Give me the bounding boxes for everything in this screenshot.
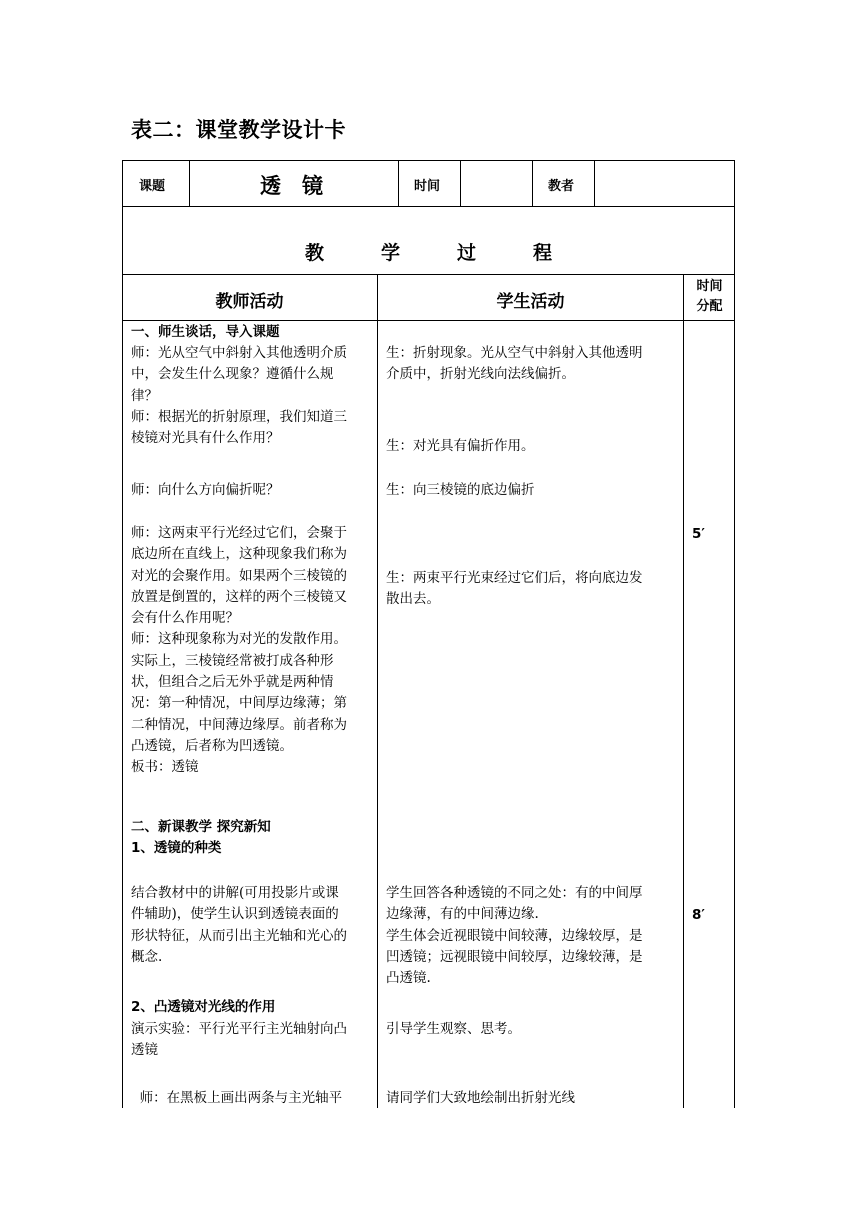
student-block (386, 436, 682, 457)
teacher-line: 状，但组合之后无外乎就是两种情 (131, 674, 334, 691)
teacher-line: 透镜 (131, 1042, 158, 1059)
time-header-line1: 时间 (696, 279, 723, 294)
time-label: 时间 (414, 179, 441, 194)
teacher-block (131, 1088, 375, 1109)
teacher-line: 放置是倒置的，这样的两个三棱镜又 (131, 588, 347, 605)
student-line: 生：向三棱镜的底边偏折 (386, 482, 535, 498)
teacher-block (131, 523, 375, 779)
teacher-line: 底边所在直线上，这种现象我们称为 (131, 546, 347, 563)
teacher-line: 况：第一种情况，中间厚边缘薄；第 (131, 695, 347, 712)
student-line: 生：两束平行光束经过它们后，将向底边发 (386, 570, 643, 586)
teacher-line: 师：光从空气中斜射入其他透明介质 (131, 345, 347, 361)
row-divider (122, 274, 735, 275)
teacher-line: 棱镜对光具有什么作用？ (131, 430, 280, 447)
teacher-line: 师：这两束平行光经过它们，会聚于 (131, 525, 347, 541)
student-activity-column (386, 322, 682, 1108)
teacher-activity-column (131, 322, 375, 1108)
time-allocation-header (684, 277, 735, 317)
student-line: 边缘薄，有的中间薄边缘. (386, 906, 539, 923)
teacher-line: 二种情况，中间薄边缘厚。前者称为 (131, 716, 347, 733)
teacher-label: 教者 (548, 179, 575, 194)
teacher-line: 件辅助)，使学生认识到透镜表面的 (131, 906, 339, 923)
student-block (386, 480, 682, 501)
teacher-line: 二、新课教学 探究新知 (131, 819, 271, 835)
col-divider (377, 274, 378, 1108)
col-divider (460, 160, 461, 206)
teacher-block (131, 883, 375, 968)
teacher-block (131, 817, 375, 860)
teacher-block (131, 1019, 375, 1062)
student-line: 学生回答各种透镜的不同之处：有的中间厚 (386, 885, 643, 901)
student-block (386, 343, 682, 386)
document-title: 表二：课堂教学设计卡 (131, 118, 346, 142)
col-divider (398, 160, 399, 206)
student-line: 生：折射现象。光从空气中斜射入其他透明 (386, 345, 643, 361)
teacher-line: 概念. (131, 948, 163, 965)
student-block (386, 883, 682, 989)
teacher-block (131, 322, 375, 343)
student-block (386, 568, 682, 611)
teacher-block (131, 480, 375, 501)
teacher-line: 凸透镜，后者称为凹透镜。 (131, 737, 293, 754)
teacher-line: 实际上，三棱镜经常被打成各种形 (131, 652, 334, 669)
student-line: 散出去。 (386, 591, 440, 608)
process-title: 教 学 过 程 (304, 242, 552, 264)
teacher-line: 对光的会聚作用。如果两个三棱镜的 (131, 567, 347, 584)
student-line: 学生体会近视眼镜中间较薄，边缘较厚，是 (386, 927, 643, 944)
teacher-line: 一、师生谈话，导入课题 (131, 324, 280, 340)
teacher-block (131, 997, 375, 1018)
time-mark: 8′ (692, 907, 705, 923)
teacher-line: 形状特征，从而引出主光轴和光心的 (131, 927, 347, 944)
teacher-block (131, 343, 375, 449)
student-line: 引导学生观察、思考。 (386, 1021, 521, 1037)
teacher-line: 结合教材中的讲解(可用投影片或课 (131, 885, 339, 901)
teacher-line: 演示实验：平行光平行主光轴射向凸 (131, 1021, 347, 1037)
row-divider (122, 206, 735, 207)
student-activity-header: 学生活动 (496, 292, 565, 312)
student-block (386, 1019, 682, 1040)
student-line: 凸透镜. (386, 970, 431, 987)
student-line: 介质中，折射光线向法线偏折。 (386, 366, 575, 383)
teacher-line: 师：在黑板上画出两条与主光轴平 (131, 1090, 343, 1106)
teacher-line: 律？ (131, 387, 158, 404)
teacher-line: 师：根据光的折射原理，我们知道三 (131, 408, 347, 425)
student-block (386, 1088, 682, 1109)
teacher-line: 2、凸透镜对光线的作用 (131, 999, 276, 1015)
student-line: 请同学们大致地绘制出折射光线 (386, 1090, 575, 1106)
student-line: 凹透镜；远视眼镜中间较厚，边缘较薄，是 (386, 948, 643, 965)
row-divider (122, 320, 735, 321)
col-divider (189, 160, 190, 206)
teacher-line: 板书：透镜 (131, 759, 199, 776)
time-header-line2: 分配 (696, 299, 723, 314)
teacher-line: 1、透镜的种类 (131, 840, 222, 857)
topic-label: 课题 (139, 179, 166, 194)
col-divider (532, 160, 533, 206)
col-divider (683, 274, 684, 1108)
student-line: 生：对光具有偏折作用。 (386, 438, 535, 454)
topic-value: 透 镜 (260, 174, 323, 198)
teacher-line: 师：向什么方向偏折呢？ (131, 482, 280, 498)
col-divider (594, 160, 595, 206)
teacher-line: 会有什么作用呢？ (131, 610, 239, 627)
time-mark: 5′ (692, 526, 705, 542)
teacher-line: 中，会发生什么现象？遵循什么规 (131, 366, 334, 383)
teacher-line: 师：这种现象称为对光的发散作用。 (131, 631, 347, 648)
teacher-activity-header: 教师活动 (215, 292, 284, 312)
